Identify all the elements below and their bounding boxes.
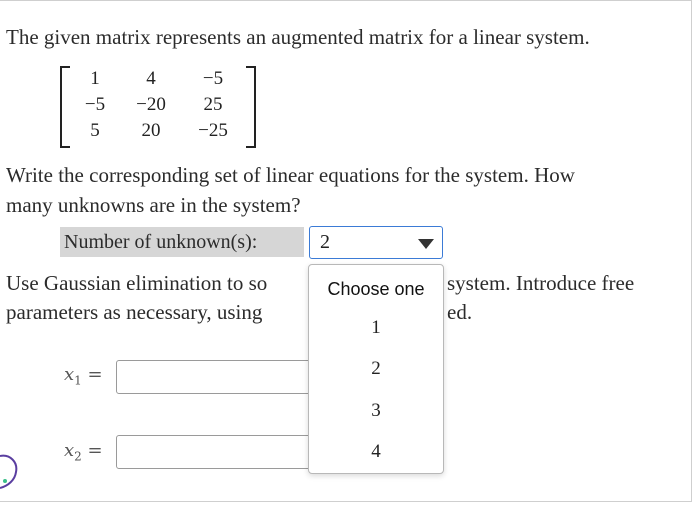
matrix-cell-r2c2: −20 [136,94,166,115]
x1-label: $x_1$ = [64,364,103,388]
matrix-cell-r1c1: 1 [90,68,100,89]
dropdown-option-4[interactable]: 4 [371,441,381,462]
matrix-left-bracket [60,66,70,148]
matrix-cell-r2c1: −5 [84,94,106,115]
matrix-cell-r2c3: 25 [203,94,223,115]
dropdown-option-3[interactable]: 3 [371,400,381,421]
unknowns-select[interactable] [309,226,443,259]
augmented-matrix [58,66,258,146]
dropdown-option-1[interactable]: 1 [371,317,381,338]
gauss-text-line-2-left: parameters as necessary, using [6,300,263,324]
x2-label: $x_2$ = [64,440,103,464]
unknowns-select-value: 2 [320,231,330,253]
unknowns-label: Number of unknown(s): [60,227,304,257]
matrix-cell-r3c2: 20 [141,120,161,141]
gauss-text-line-2-right: ed. [447,300,473,324]
matrix-cell-r1c2: 4 [146,68,156,89]
gauss-text-line-1-left: Use Gaussian elimination to so [6,271,268,295]
matrix-cell-r1c3: −5 [202,68,224,89]
chevron-down-icon [418,239,434,249]
dropdown-header: Choose one [327,279,425,299]
x1-input[interactable] [116,360,316,394]
x2-input[interactable] [116,435,316,469]
prompt-line-1: Write the corresponding set of linear equations for the system. How [6,163,575,187]
matrix-cell-r3c3: −25 [198,120,228,141]
matrix-right-bracket [246,66,256,148]
unknowns-dropdown-menu [308,264,444,474]
gauss-text-line-1-right: system. Introduce free [447,271,635,295]
matrix-cell-r3c1: 5 [90,120,100,141]
prompt-line-2: many unknowns are in the system? [6,193,301,217]
dropdown-option-2[interactable]: 2 [371,358,381,379]
palette-icon[interactable] [0,452,22,492]
intro-text: The given matrix represents an augmented matrix for a linear system. [6,25,590,49]
